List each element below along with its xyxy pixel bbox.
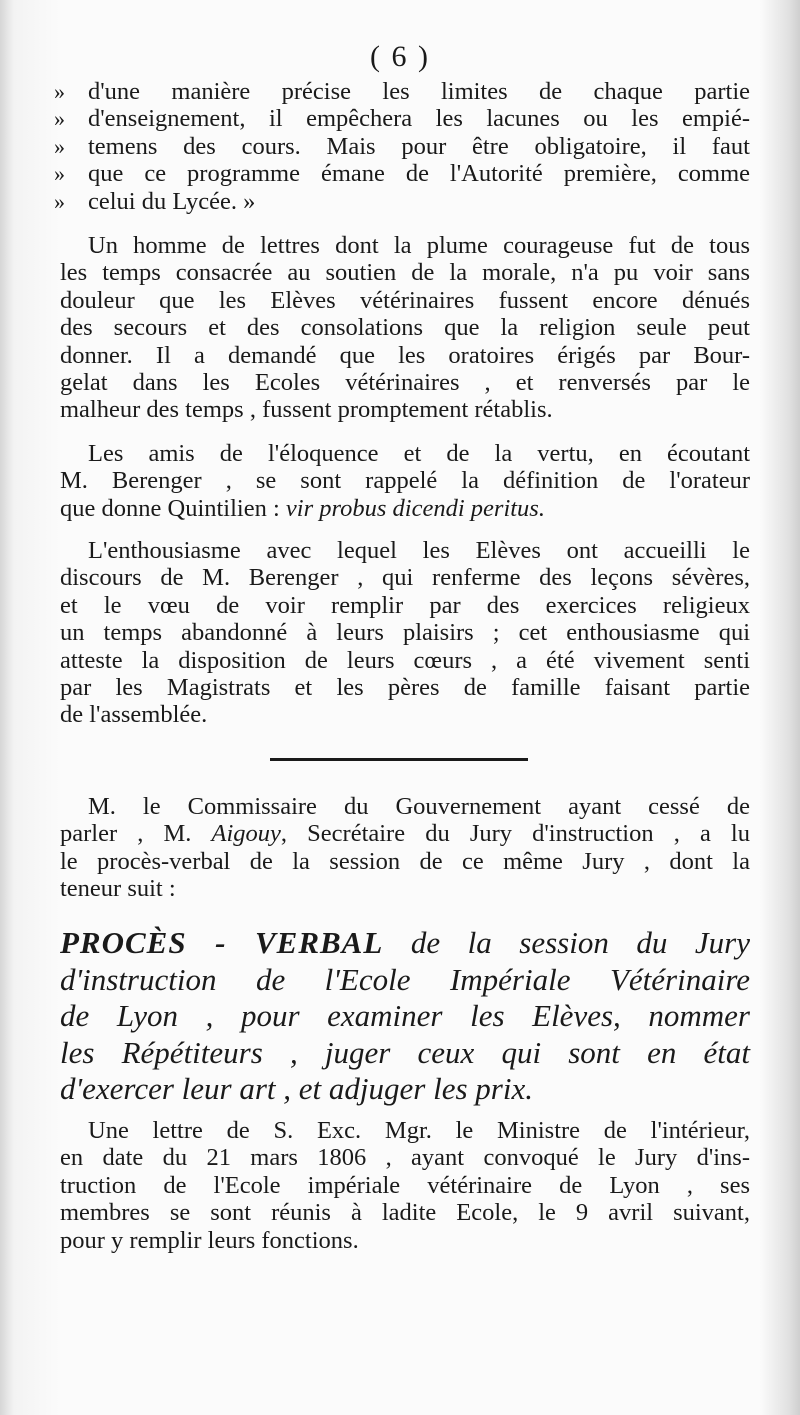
eloquence-last-line: que donne Quintilien : vir probus dicendi peritus. [60,494,545,522]
guillemet-marker: » [54,133,65,159]
commissaire-line-2: parler , M. Aigouy, Secrétaire du Jury d'instruction , a lu [60,820,750,848]
title-caps: PROCÈS - VERBAL [60,925,384,960]
paragraph-commissaire: M. le Commissaire du Gouvernement ayant cessé de parler , M. Aigouy, Secrétaire du Jury d'instruction , a lu le procès-verbal de la session de ce même Jury , dont la teneur suit : [60,793,750,903]
section-title: PROCÈS - VERBAL de la session du Jury d'instruction de l'Ecole Impériale Vétérinaire de Lyon , pour examiner les Elèves, nommer les Répétiteurs , juger ceux qui sont en état d'exercer leur art , et adjuger les prix. [60,925,750,1106]
quote-line: » celui du Lycée. » [54,187,256,215]
quote-line: » d'enseignement, il empêchera les lacunes ou les empié- [54,105,750,133]
quote-line: » d'une manière précise les limites de chaque partie [54,78,750,105]
paragraph-lettre: Une lettre de S. Exc. Mgr. le Ministre de l'intérieur, en date du 21 mars 1806 , ayant convoqué le Jury d'ins- truction de l'Ecole impériale vétérinaire de Lyon , ses membres se sont réunis à ladite Ecole, le 9 avril suivant, pour y remplir leurs fonctions. [60,1117,750,1254]
paragraph-eloquence: Les amis de l'éloquence et de la vertu, en écoutant M. Berenger , se sont rappelé la définition de l'orateur que donne Quintilien : vir probus dicendi peritus. [60,440,750,522]
secretary-name: Aigouy [211,820,281,848]
guillemet-marker: » [54,79,65,104]
paragraph-oratoires: Un homme de lettres dont la plume courageuse fut de tous les temps consacrée au soutien de la morale, n'a pu voir sans douleur que les Elèves vétérinaires fussent encore dénués des secours et des consolations que la religion seule peut donner. Il a demandé que les oratoires érigés par Bour- gelat dans les Ecoles vétérinaires , et renversés par le malheur des temps , fussent promptement rétablis. [60,232,750,424]
guillemet-marker: » [54,106,65,132]
latin-quote: vir probus dicendi peritus. [285,494,545,522]
guillemet-marker: » [54,161,65,187]
section-divider [270,758,528,761]
quote-block [54,78,750,215]
quote-line: » que ce programme émane de l'Autorité première, comme [54,160,750,188]
guillemet-marker: » [54,188,65,214]
quote-line: » temens des cours. Mais pour être obligatoire, il faut [54,132,750,160]
title-line-1: PROCÈS - VERBAL de la session du Jury [60,925,750,960]
paragraph-enthousiasme: L'enthousiasme avec lequel les Elèves ont accueilli le discours de M. Berenger , qui renferme des leçons sévères, et le vœu de voir remplir par des exercices religieux un temps abandonné à leurs plaisirs ; cet enthousiasme qui atteste la disposition de leurs cœurs , a été vivement senti par les Magistrats et les pères de famille faisant partie de l'assemblée. [60,537,750,729]
page-number: ( 6 ) [370,40,430,73]
